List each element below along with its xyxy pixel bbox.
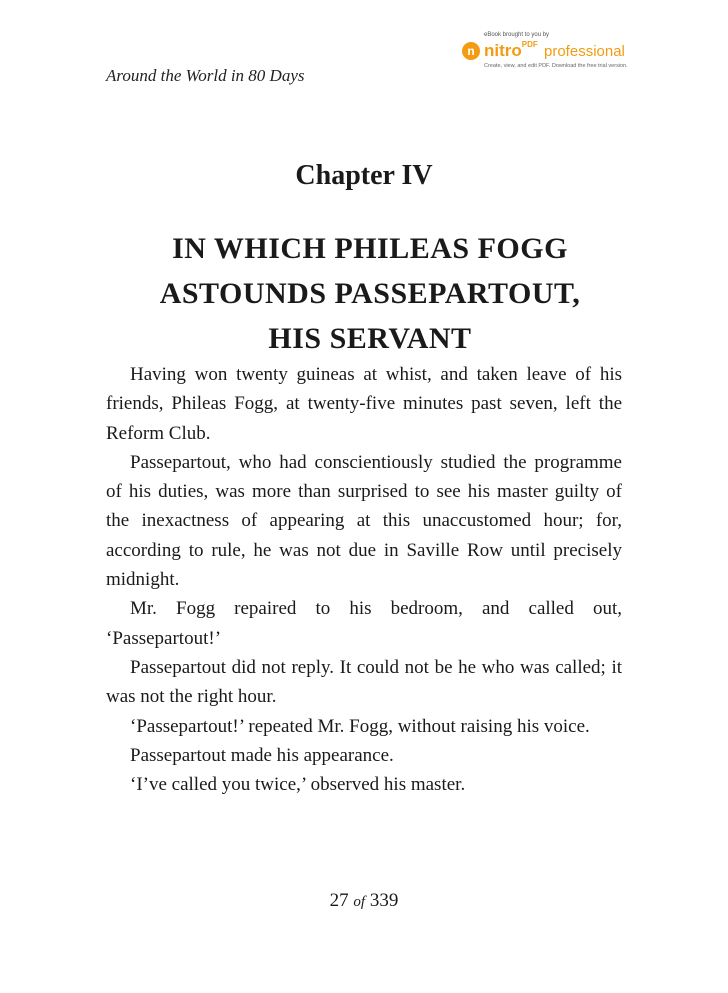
running-header: Around the World in 80 Days [106,66,305,85]
badge-brand-name: nitro [484,41,522,60]
chapter-heading [100,226,640,361]
paragraph: Passepartout did not reply. It could not be he who was called; it was not the right hour. [106,656,622,708]
chapter-title: Chapter IV [295,160,433,191]
badge-tagline: Create, view, and edit PDF. Download the free trial version. [484,63,628,69]
current-page: 27 [329,890,349,911]
chapter-heading-line: IN WHICH PHILEAS FOGG [172,232,568,265]
paragraph: ‘Passepartout!’ repeated Mr. Fogg, without raising his voice. [130,715,590,737]
badge-brand [484,41,538,61]
badge-product: professional [544,43,625,60]
chapter-heading-line: ASTOUNDS PASSEPARTOUT, [159,277,581,310]
page-of-label: of [353,894,366,910]
nitro-logo-icon: n [462,42,480,60]
paragraph: Passepartout, who had conscientiously studied the programme of his duties, was more than surprised to see his master guilty of the inexactness of appearing at this unaccustomed hour; for, according to rule, he was not due in Saville Row until precisely midnight. [106,451,622,591]
paragraph: Mr. Fogg repaired to his bedroom, and called out, ‘Passepartout!’ [106,598,622,649]
paragraph: Having won twenty guineas at whist, and taken leave of his friends, Phileas Fogg, at twenty-five minutes past seven, left the Reform Club. [106,364,622,444]
chapter-heading-line: HIS SERVANT [268,322,472,355]
paragraph: ‘I’ve called you twice,’ observed his master. [130,774,466,796]
badge-intro-text: eBook brought to you by [484,32,550,38]
paragraph: Passepartout made his appearance. [130,744,394,766]
page-number [0,890,728,912]
total-pages: 339 [369,890,399,911]
body-text [106,360,622,799]
nitro-pdf-badge[interactable] [462,32,662,82]
badge-brand-sup: PDF [521,40,538,49]
